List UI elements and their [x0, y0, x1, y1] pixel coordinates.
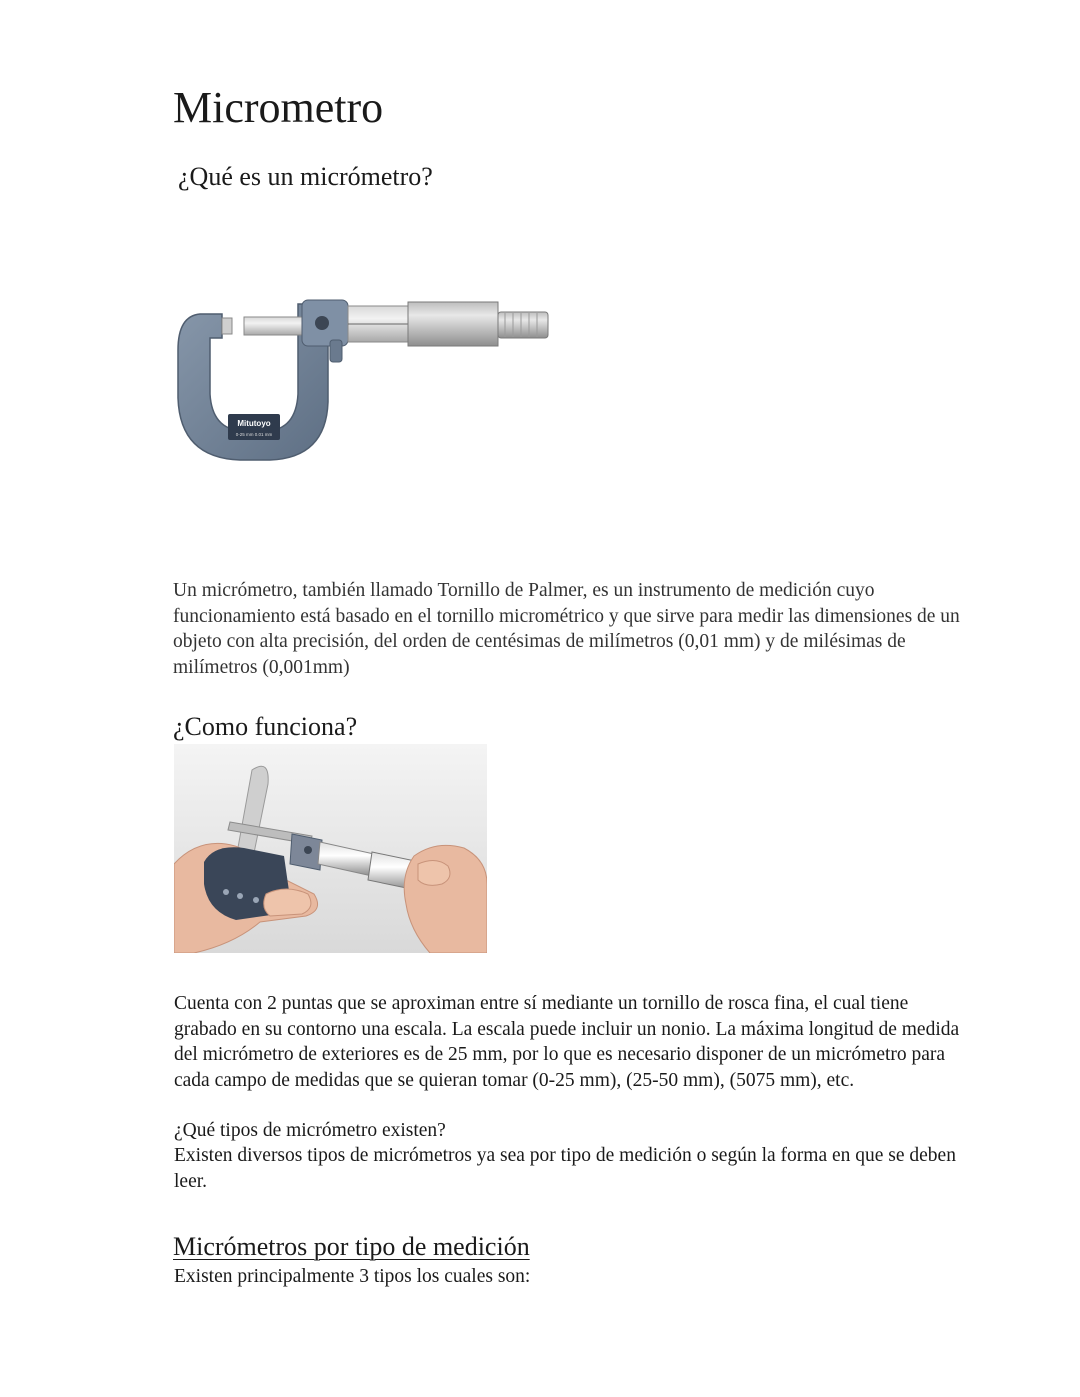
intro-paragraph: Un micrómetro, también llamado Tornillo de Palmer, es un instrumento de medición cuyo funcionamiento está basado en el tornillo micrométrico y que sirve para medir las dimensiones de un objeto con alta precisión, del orden de centésimas de milímetros (0,01 mm) y de milésimas de milímetros (0,001mm) — [173, 580, 960, 678]
funciona-paragraph: Cuenta con 2 puntas que se aproximan entre sí mediante un tornillo de rosca fina, el cual tiene grabado en su contorno una escala. La escala puede incluir un nonio. La máxima longitud de medida del micrómetro de exteriores es de 25 mm, por lo que es necesario disponer de un micrómetro para cada campo de medidas que se quieran tomar (0-25 mm), (25-50 mm), (5075 mm), etc. — [174, 993, 960, 1091]
logo-subtext: 0-25 mm 0.01 mm — [235, 432, 273, 437]
logo-text: Mitutoyo — [237, 419, 271, 428]
tipos-question: ¿Qué tipos de micrómetro existen? — [174, 1120, 446, 1141]
heading-como-funciona: ¿Como funciona? — [173, 712, 358, 741]
micrometer-image — [170, 290, 555, 470]
page-title: Micrometro — [173, 83, 384, 132]
heading-tipo-medicion: Micrómetros por tipo de medición — [173, 1232, 530, 1261]
heading-que-es: ¿Qué es un micrómetro? — [178, 162, 433, 191]
tipos-paragraph: Existen diversos tipos de micrómetros ya sea por tipo de medición o según la forma en que se deben leer. — [174, 1145, 956, 1192]
hands-measuring-photo — [174, 744, 487, 953]
principal-paragraph: Existen principalmente 3 tipos los cuales son: — [174, 1266, 531, 1287]
